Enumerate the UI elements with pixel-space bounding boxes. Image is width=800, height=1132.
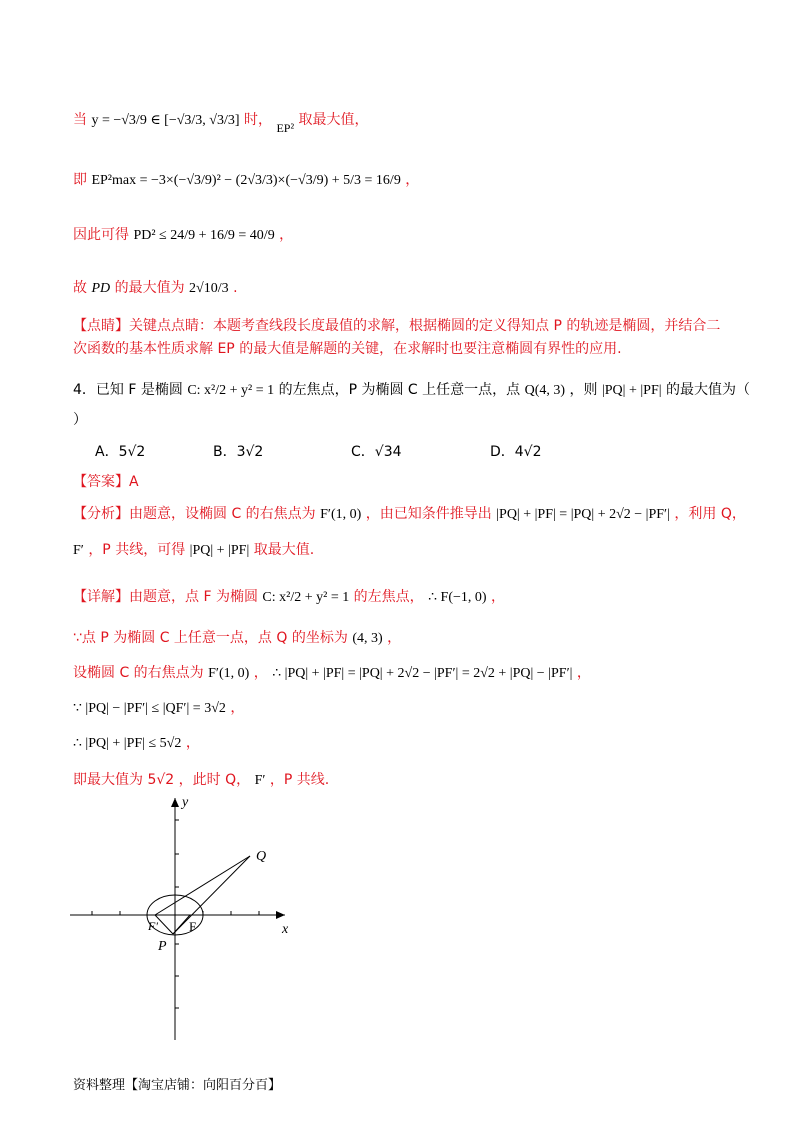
formula-pd-max: 2√10/3 — [189, 281, 229, 296]
formula-ep2: EP² — [276, 121, 295, 135]
analysis-line-1: 【分析】由题意，设椭圆 C 的右焦点为 F′(1, 0) ，由已知条件推导出 |PQ| + |PF| = |PQ| + 2√2 − |PF′| ，利用 Q， — [73, 506, 746, 522]
analysis-line-2: F′ ，P 共线，可得 |PQ| + |PF| 取最大值. — [73, 542, 315, 558]
detail-line-1: 【详解】由题意，点 F 为椭圆 C: x²/2 + y² = 1 的左焦点， ∴ F(−1, 0) ， — [73, 589, 505, 605]
detail-line-4: ∵ |PQ| − |PF′| ≤ |QF′| = 3√2 ， — [73, 700, 245, 716]
option-b: B．3√2 — [213, 444, 264, 460]
answer: 【答案】A — [73, 474, 139, 490]
option-d: D．4√2 — [490, 444, 542, 460]
formula-ep-max: EP²max = −3×(−√3/9)² − (2√3/3)×(−√3/9) + 5/3 = 16/9 — [91, 173, 401, 188]
question-4-close: ） — [73, 412, 87, 428]
option-c: C．√34 — [351, 444, 402, 460]
segment-f1q — [155, 856, 250, 915]
formula-pd-squared: PD² ≤ 24/9 + 16/9 = 40/9 — [133, 228, 275, 243]
detail-line-6: 即最大值为 5√2 ，此时 Q， F′ ，P 共线. — [73, 772, 330, 788]
segment-pf — [173, 915, 190, 934]
line-pd-max: 故 PD 的最大值为 2√10/3 . — [73, 280, 238, 296]
note-line-2: 次函数的基本性质求解 EP 的最大值是解题的关键，在求解时也要注意椭圆有界性的应用. — [73, 341, 622, 357]
label-f-prime: F′ — [148, 919, 158, 933]
ellipse-figure — [60, 790, 300, 1050]
note-line-1: 【点睛】关键点点睛：本题考查线段长度最值的求解，根据椭圆的定义得知点 P 的轨迹是椭圆，并结合二 — [73, 318, 721, 334]
label-p: P — [158, 939, 167, 954]
y-axis-arrow — [171, 798, 179, 807]
option-a: A．5√2 — [95, 444, 146, 460]
detail-line-5: ∴ |PQ| + |PF| ≤ 5√2 ， — [73, 735, 200, 751]
question-4: 4．已知 F 是椭圆 C: x²/2 + y² = 1 的左焦点，P 为椭圆 C 上任意一点，点 Q(4, 3) ，则 |PQ| + |PF| 的最大值为（ — [73, 382, 750, 398]
line-pd-squared: 因此可得 PD² ≤ 24/9 + 16/9 = 40/9 ， — [73, 227, 294, 243]
formula-y-range: y = −√3/9 ∈ [−√3/3, √3/3] — [91, 113, 240, 128]
target-expression: |PQ| + |PF| — [601, 383, 662, 398]
line-ep-max: 即 EP²max = −3×(−√3/9)² − (2√3/3)×(−√3/9) + 5/3 = 16/9 ， — [73, 172, 420, 188]
detail-line-3: 设椭圆 C 的右焦点为 F′(1, 0) ， ∴ |PQ| + |PF| = |PQ| + 2√2 − |PF′| = 2√2 + |PQ| − |PF′| ， — [73, 665, 591, 681]
ellipse-equation: C: x²/2 + y² = 1 — [187, 383, 275, 398]
x-axis-arrow — [276, 911, 285, 919]
label-x: x — [282, 922, 289, 937]
label-y: y — [182, 795, 189, 810]
line-when-y: 当 y = −√3/9 ∈ [−√3/3, √3/3] 时， EP² 取最大值， — [73, 112, 369, 135]
label-q: Q — [256, 849, 267, 864]
label-f: F — [189, 919, 197, 934]
segment-pq — [173, 856, 250, 934]
point-q: Q(4, 3) — [524, 383, 566, 398]
footer: 资料整理【淘宝店铺：向阳百分百】 — [73, 1078, 282, 1093]
detail-line-2: ∵点 P 为椭圆 C 上任意一点，点 Q 的坐标为 (4, 3) ， — [73, 630, 402, 646]
